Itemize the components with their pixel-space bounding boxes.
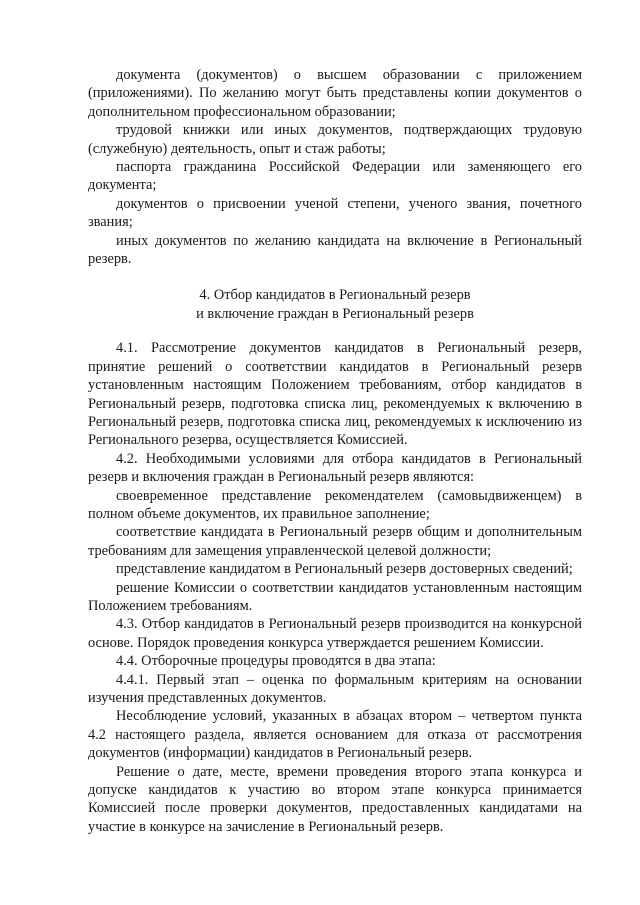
intro-item-work-record: трудовой книжки или иных документов, подтверждающих трудовую (служебную) деятельность, опыт и стаж работы;: [88, 122, 582, 157]
paragraph-4-4: 4.4. Отборочные процедуры проводятся в два этапа:: [116, 653, 436, 670]
paragraph-4-3: 4.3. Отбор кандидатов в Региональный резерв производится на конкурсной основе. Порядок проведения конкурса утверждается решением Комиссии.: [88, 616, 582, 651]
intro-item-diploma: документа (документов) о высшем образовании с приложением (приложениями). По желанию могут быть представлены копии документов о дополнительном профессиональном образовании;: [88, 67, 582, 120]
intro-item-degree: документов о присвоении ученой степени, ученого звания, почетного звания;: [88, 195, 582, 231]
intro-item-other: иных документов по желанию кандидата на включение в Региональный резерв.: [88, 232, 582, 268]
paragraph-4-4-1: 4.4.1. Первый этап – оценка по формальным критериям на основании изучения представленных документов.: [88, 671, 582, 706]
spacer: [88, 268, 582, 286]
condition-requirements: соответствие кандидата в Региональный резерв общим и дополнительным требованиям для замещения управленческой целевой должности;: [88, 524, 582, 559]
section-title-line2: и включение граждан в Региональный резерв: [196, 305, 474, 322]
condition-commission-decision: решение Комиссии о соответствии кандидатов установленным настоящим Положением требованиям.: [88, 579, 582, 614]
paragraph-second-stage-decision: Решение о дате, месте, времени проведения второго этапа конкурса и допуске кандидатов к участию во втором этапе конкурса принимается Комиссией после проверки документов, предоставленных кандидатами на участие в конкурсе на зачисление в Региональный резерв.: [88, 763, 582, 835]
document-page: [88, 66, 582, 836]
condition-reliable-info: представление кандидатом в Региональный резерв достоверных сведений;: [116, 561, 573, 578]
paragraph-4-2: 4.2. Необходимыми условиями для отбора кандидатов в Региональный резерв и включения граждан в Региональный резерв являются:: [88, 450, 582, 486]
condition-timely-submission: своевременное представление рекомендателем (самовыдвиженцем) в полном объеме документов, их правильное заполнение;: [88, 487, 582, 522]
spacer: [88, 323, 582, 339]
paragraph-4-1: 4.1. Рассмотрение документов кандидатов в Региональный резерв, принятие решений о соответствии кандидатов в Региональный резерв установленным настоящим Положением требованиям, отбор кандидатов в Региональный резерв, подготовка списка лиц, рекомендуемых к включению в Региональный резерв, подготовка списка лиц, рекомендуемых к исключению из Регионального резерва, осуществляется Комиссией.: [88, 340, 582, 449]
section-title-line1: 4. Отбор кандидатов в Региональный резерв: [199, 287, 471, 304]
section-heading: [88, 286, 582, 323]
intro-item-passport: паспорта гражданина Российской Федерации или заменяющего его документа;: [88, 159, 582, 194]
paragraph-noncompliance: Несоблюдение условий, указанных в абзацах втором – четвертом пункта 4.2 настоящего раздела, является основанием для отказа от рассмотрения документов (информации) кандидатов в Региональный резерв.: [88, 708, 582, 762]
